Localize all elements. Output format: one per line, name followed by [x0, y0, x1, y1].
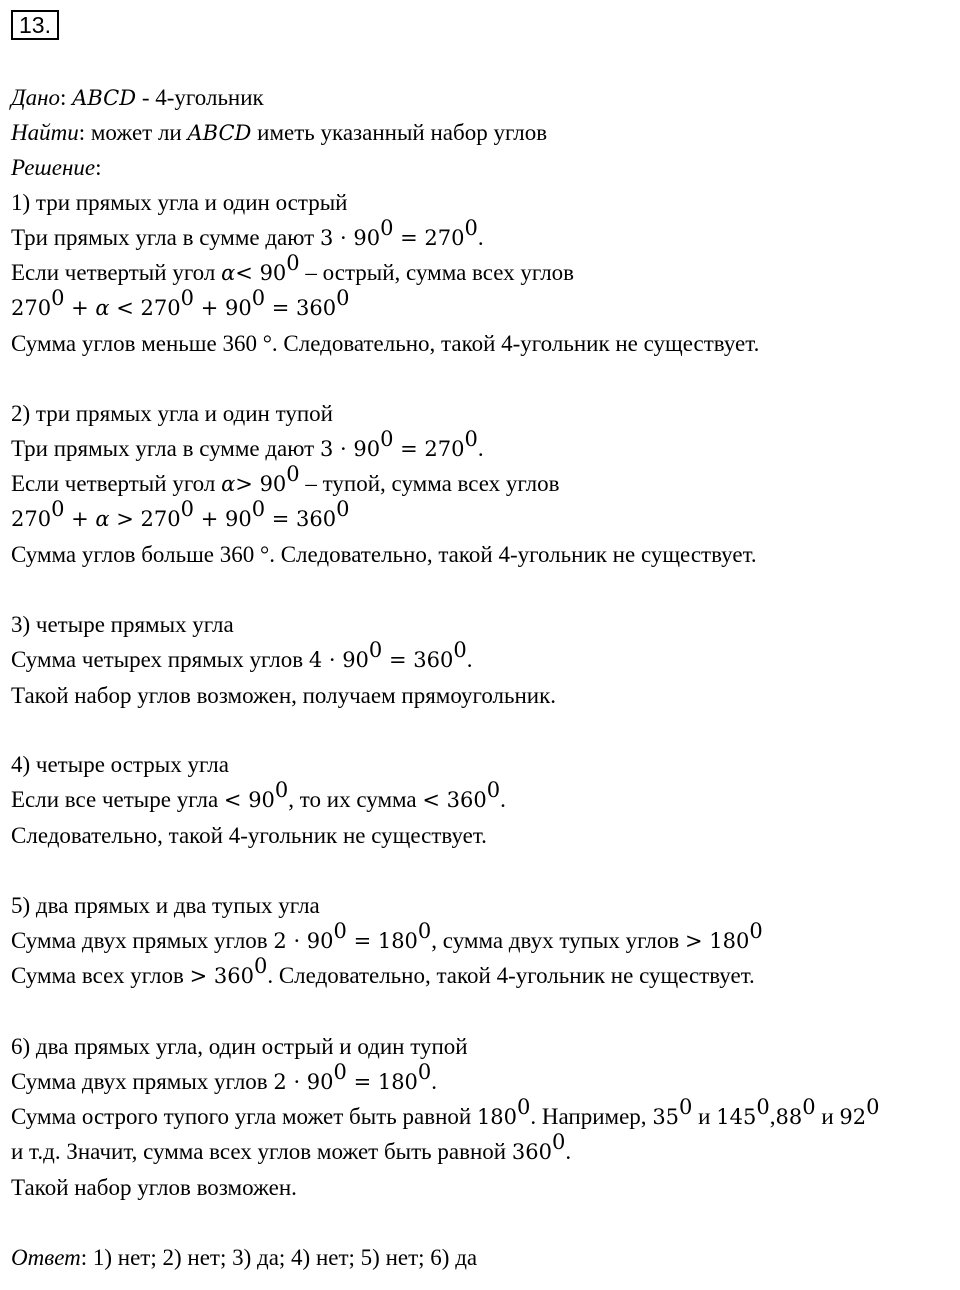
- part1-line3: $270^0 + \alpha < 270^0 + 90^0 = 360^0$: [11, 286, 350, 320]
- part5-title: 5) два прямых и два тупых угла: [11, 893, 320, 918]
- part4-line1: Если все четыре угла < $90^0$, то их сумма < $360^0$.: [11, 778, 506, 812]
- part4-title: 4) четыре острых угла: [11, 752, 229, 777]
- part5-line2: Сумма всех углов > $360^0$. Следовательно, такой 4-угольник не существует.: [11, 954, 755, 988]
- part3-title: 3) четыре прямых угла: [11, 612, 234, 637]
- solution-label: Решение:: [11, 155, 102, 180]
- part6-line2: Сумма острого тупого угла может быть равной $180^0$. Например, $35^0$ и $145^0,88^0$ и $92^0$: [11, 1095, 880, 1129]
- answer-line: Ответ: 1) нет; 2) нет; 3) да; 4) нет; 5) нет; 6) да: [11, 1245, 478, 1270]
- part2-line4: Сумма углов больше 360 °. Следовательно, такой 4-угольник не существует.: [11, 542, 757, 567]
- part2-line2: Если четвертый угол $\alpha> 90^0$ – тупой, сумма всех углов: [11, 462, 560, 496]
- problem-number: 13.: [11, 10, 59, 40]
- part6-line3: и т.д. Значит, сумма всех углов может быть равной $360^0$.: [11, 1130, 572, 1164]
- part1-line2: Если четвертый угол $\alpha< 90^0$ – острый, сумма всех углов: [11, 251, 575, 285]
- part1-line4: Сумма углов меньше 360 °. Следовательно, такой 4-угольник не существует.: [11, 331, 760, 356]
- part1-title: 1) три прямых угла и один острый: [11, 190, 348, 215]
- part2-line3: $270^0 + \alpha > 270^0 + 90^0 = 360^0$: [11, 497, 350, 531]
- part2-title: 2) три прямых угла и один тупой: [11, 401, 333, 426]
- part3-line1: Сумма четырех прямых углов $4 \cdot 90^0 = 360^0$.: [11, 638, 473, 672]
- find-line: Найти: может ли ABCD иметь указанный набор углов: [11, 120, 548, 145]
- part5-line1: Сумма двух прямых углов $2 \cdot 90^0 = 180^0$, сумма двух тупых углов > $180^0$: [11, 919, 763, 953]
- part6-title: 6) два прямых угла, один острый и один тупой: [11, 1034, 468, 1059]
- part3-line2: Такой набор углов возможен, получаем прямоугольник.: [11, 683, 557, 708]
- given-line: Дано: ABCD - 4-угольник: [11, 85, 264, 110]
- part6-line4: Такой набор углов возможен.: [11, 1175, 297, 1200]
- part4-line2: Следовательно, такой 4-угольник не существует.: [11, 823, 487, 848]
- part2-line1: Три прямых угла в сумме дают $3 \cdot 90^0 = 270^0$.: [11, 427, 484, 461]
- part6-line1: Сумма двух прямых углов $2 \cdot 90^0 = 180^0$.: [11, 1060, 438, 1094]
- part1-line1: Три прямых угла в сумме дают $3 \cdot 90^0 = 270^0$.: [11, 216, 484, 250]
